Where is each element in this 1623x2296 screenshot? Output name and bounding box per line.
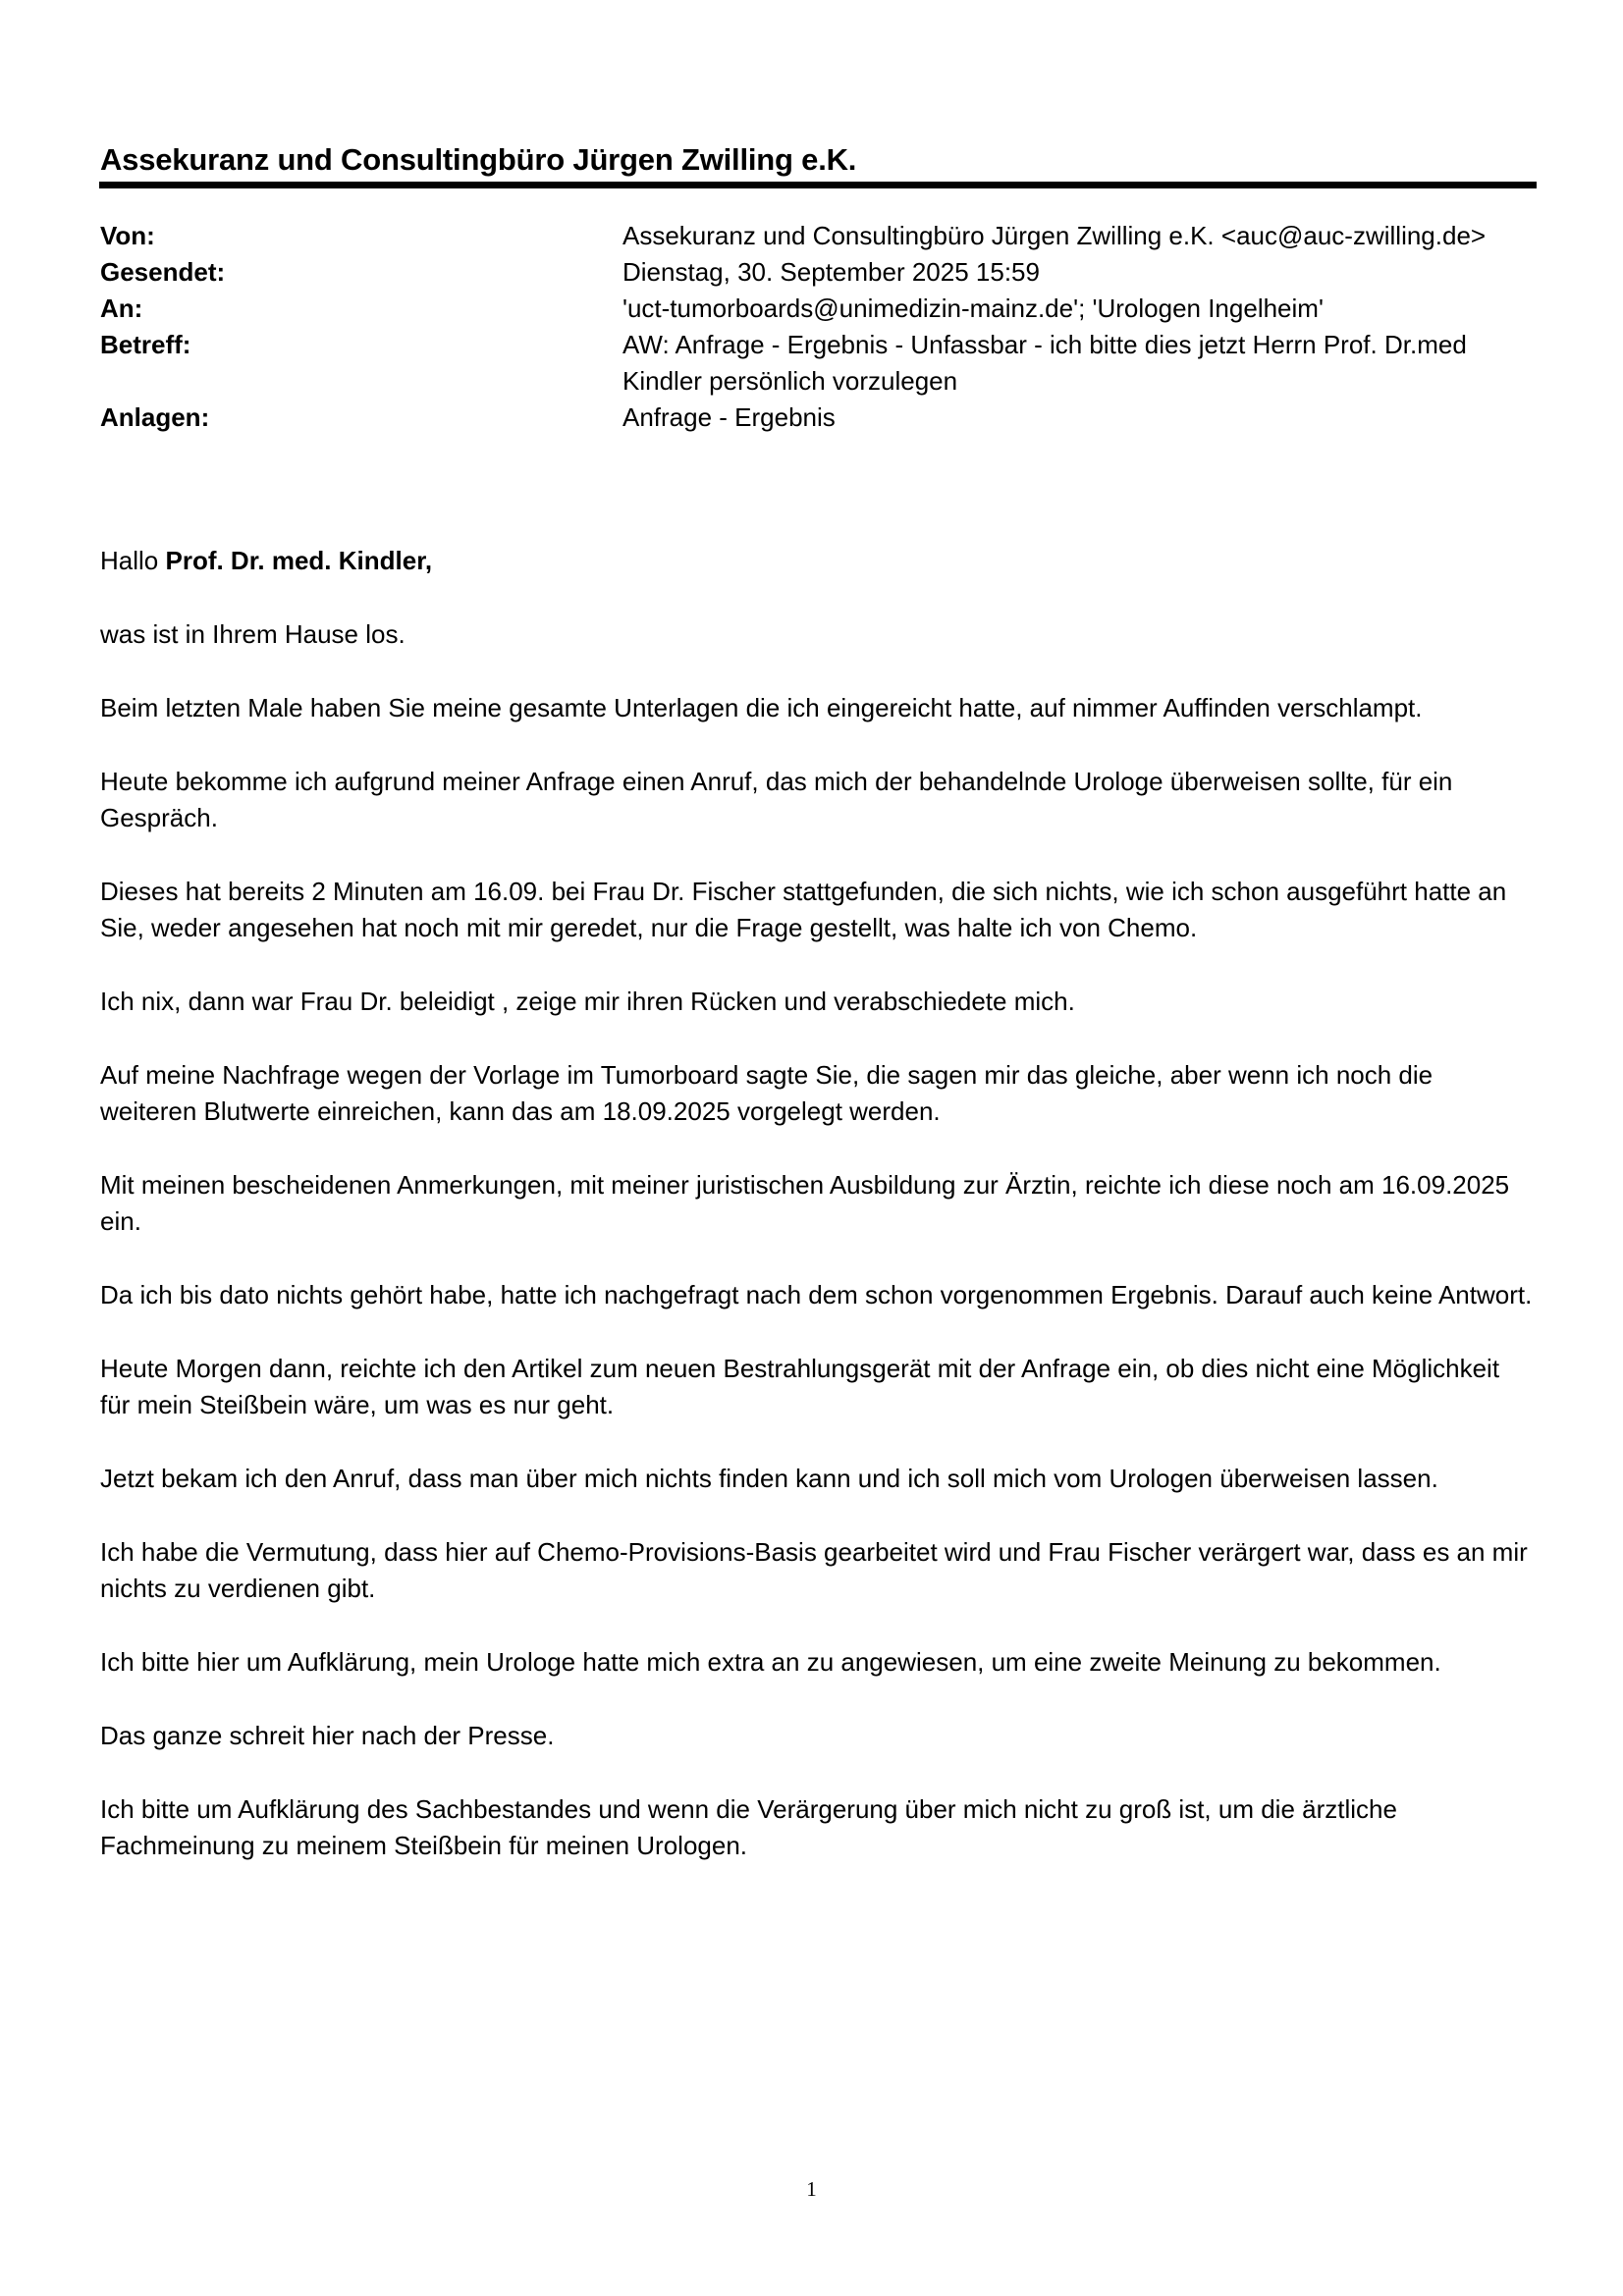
body-paragraph: Da ich bis dato nichts gehört habe, hatte ich nachgefragt nach dem schon vorgenommen Ergebnis. Darauf auch keine Antwort. [100, 1280, 1533, 1309]
subject-value: AW: Anfrage - Ergebnis - Unfassbar - ich bitte dies jetzt Herrn Prof. Dr.med Kindler persönlich vorzulegen [622, 330, 1467, 396]
body-paragraph: Das ganze schreit hier nach der Presse. [100, 1721, 555, 1750]
email-header [100, 218, 1534, 436]
body-paragraph: Dieses hat bereits 2 Minuten am 16.09. bei Frau Dr. Fischer stattgefunden, die sich nichts, wie ich schon ausgeführt hatte an Sie, weder angesehen hat noch mit mir geredet, nur die Frage gestellt, was halte ich von Chemo. [100, 877, 1507, 942]
to-value: 'uct-tumorboards@unimedizin-mainz.de'; 'Urologen Ingelheim' [622, 294, 1324, 323]
header-row-subject [100, 327, 1534, 400]
to-label: An: [100, 294, 143, 323]
body-paragraph: Beim letzten Male haben Sie meine gesamte Unterlagen die ich eingereicht hatte, auf nimmer Auffinden verschlampt. [100, 693, 1423, 722]
body-paragraph: Auf meine Nachfrage wegen der Vorlage im Tumorboard sagte Sie, die sagen mir das gleiche, aber wenn ich noch die weiteren Blutwerte einreichen, kann das am 18.09.2025 vorgelegt werden. [100, 1060, 1434, 1126]
greeting-name: Prof. Dr. med. Kindler, [165, 546, 433, 575]
body-paragraph: Heute Morgen dann, reichte ich den Artikel zum neuen Bestrahlungsgerät mit der Anfrage ein, ob dies nicht eine Möglichkeit für mein Steißbein wäre, um was es nur geht. [100, 1354, 1500, 1419]
header-row-attachments [100, 400, 1534, 436]
page-number: 1 [806, 2177, 817, 2201]
from-value: Assekuranz und Consultingbüro Jürgen Zwilling e.K. <auc@auc-zwilling.de> [622, 221, 1487, 250]
subject-label: Betreff: [100, 330, 191, 359]
sent-label: Gesendet: [100, 257, 226, 287]
body-paragraph: Heute bekomme ich aufgrund meiner Anfrage einen Anruf, das mich der behandelnde Urologe überweisen sollte, für ein Gespräch. [100, 767, 1453, 832]
body-paragraph: Ich bitte hier um Aufklärung, mein Urologe hatte mich extra an zu angewiesen, um eine zweite Meinung zu bekommen. [100, 1647, 1441, 1677]
header-row-to [100, 291, 1534, 327]
greeting [100, 543, 1534, 579]
from-label: Von: [100, 221, 155, 250]
email-body [100, 543, 1534, 1901]
body-paragraph: Mit meinen bescheidenen Anmerkungen, mit meiner juristischen Ausbildung zur Ärztin, reichte ich diese noch am 16.09.2025 ein. [100, 1170, 1510, 1236]
attachments-value[interactable]: Anfrage - Ergebnis [622, 402, 836, 432]
body-paragraph: Ich nix, dann war Frau Dr. beleidigt , zeige mir ihren Rücken und verabschiedete mich. [100, 987, 1075, 1016]
greeting-text: Hallo [100, 546, 166, 575]
body-paragraph: Ich habe die Vermutung, dass hier auf Chemo-Provisions-Basis gearbeitet wird und Frau Fischer verärgert war, dass es an mir nichts zu verdienen gibt. [100, 1537, 1528, 1603]
header-row-from [100, 218, 1534, 254]
attachments-label: Anlagen: [100, 402, 210, 432]
body-paragraph: Ich bitte um Aufklärung des Sachbestandes und wenn die Verärgerung über mich nicht zu groß ist, um die ärztliche Fachmeinung zu meinem Steißbein für meinen Urologen. [100, 1794, 1397, 1860]
body-paragraph: Jetzt bekam ich den Anruf, dass man über mich nichts finden kann und ich soll mich vom Urologen überweisen lassen. [100, 1464, 1438, 1493]
sent-value: Dienstag, 30. September 2025 15:59 [622, 257, 1040, 287]
body-paragraph: was ist in Ihrem Hause los. [100, 619, 406, 649]
title-divider [99, 182, 1537, 188]
header-row-sent [100, 254, 1534, 291]
document-title: Assekuranz und Consultingbüro Jürgen Zwilling e.K. [100, 142, 857, 177]
